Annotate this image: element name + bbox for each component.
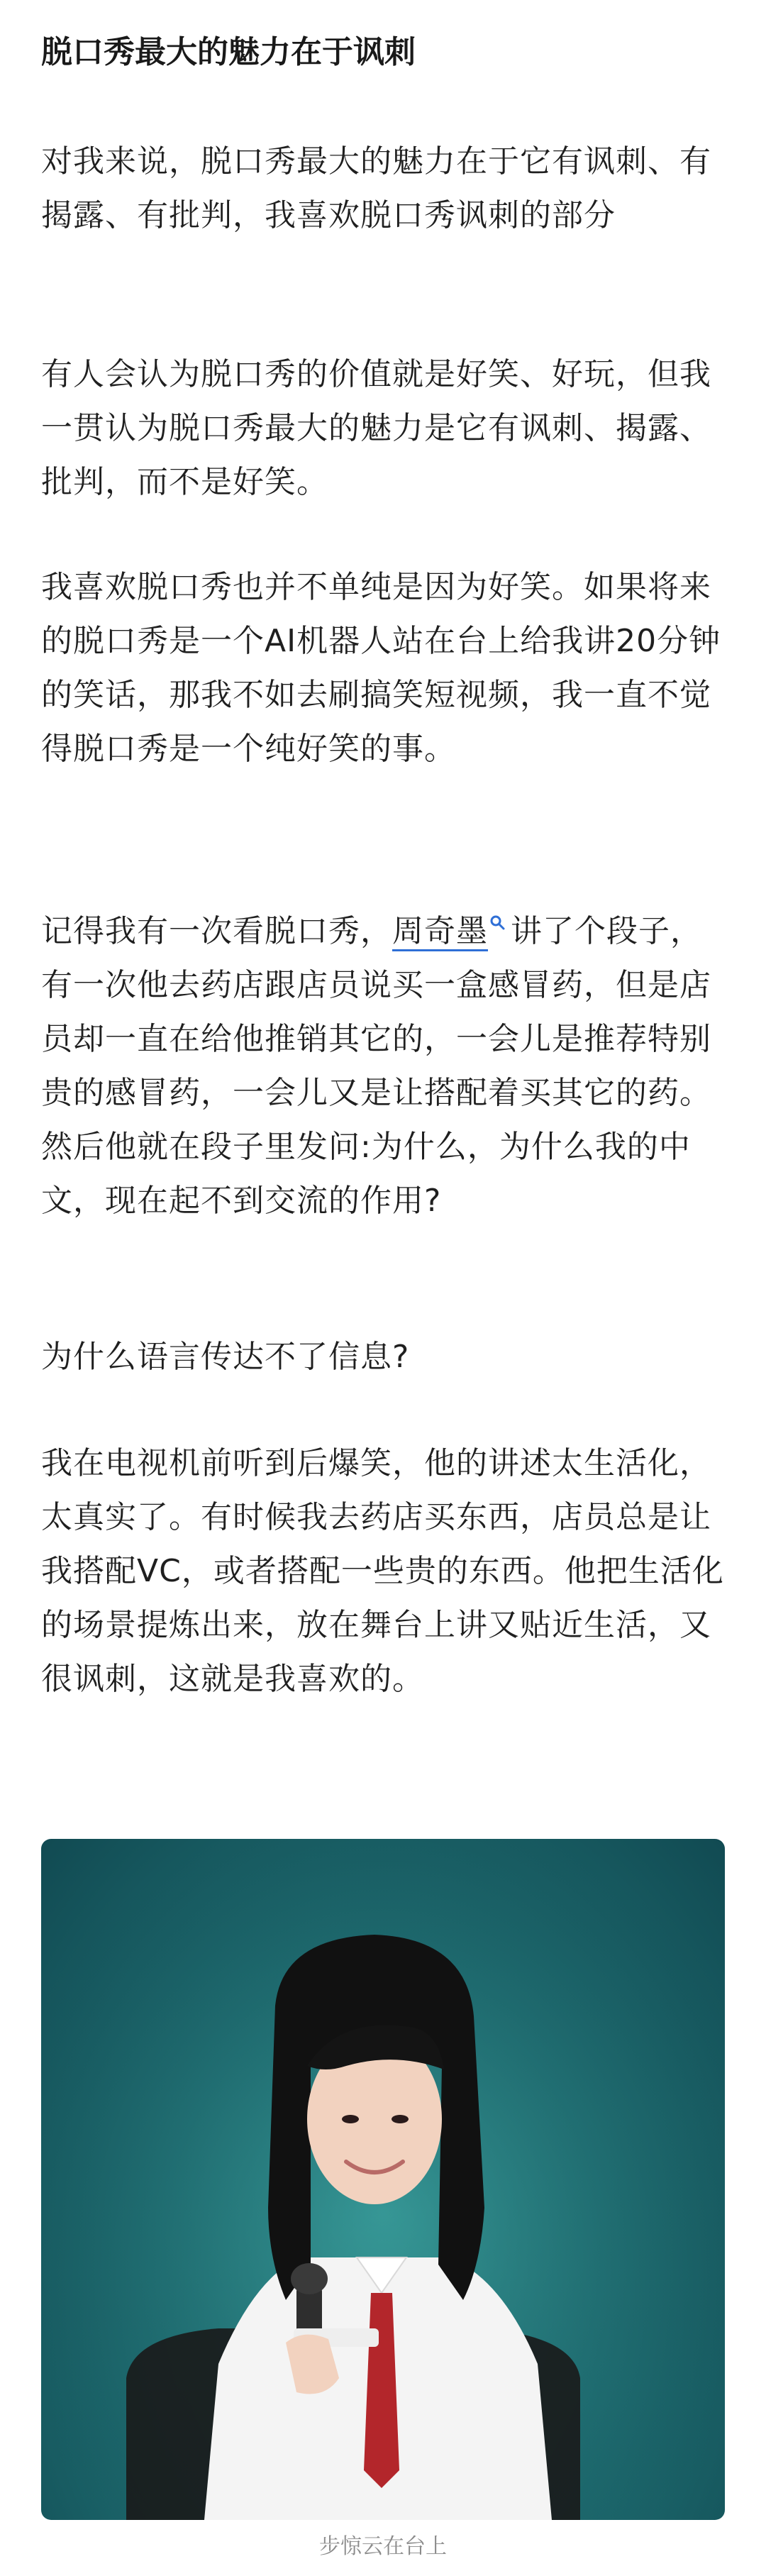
paragraph-6: 我在电视机前听到后爆笑，他的讲述太生活化，太真实了。有时候我去药店买东西，店员总是让我搭配VC，或者搭配一些贵的东西。他把生活化的场景提炼出来，放在舞台上讲又贴近生活，又很讽刺，这就是我喜欢的。 [41, 1445, 724, 1697]
person-link[interactable]: 周奇墨 [392, 913, 488, 951]
paragraph-2: 有人会认为脱口秀的价值就是好笑、好玩，但我一贯认为脱口秀最大的魅力是它有讽刺、揭露、批判，而不是好笑。 [41, 356, 711, 500]
stage-performer-illustration [41, 1839, 725, 2520]
paragraph-1: 对我来说，脱口秀最大的魅力在于它有讽刺、有揭露、有批判，我喜欢脱口秀讽刺的部分 [41, 143, 711, 233]
paragraph-3: 我喜欢脱口秀也并不单纯是因为好笑。如果将来的脱口秀是一个AI机器人站在台上给我讲20分钟的笑话，那我不如去刷搞笑短视频，我一直不觉得脱口秀是一个纯好笑的事。 [41, 569, 721, 767]
paragraph-5: 为什么语言传达不了信息? [41, 1339, 410, 1375]
search-icon[interactable] [489, 914, 505, 930]
paragraph-4-text-after: 讲了个段子，有一次他去药店跟店员说买一盒感冒药，但是店员却一直在给他推销其它的，一会儿是推荐特别贵的感冒药，一会儿又是让搭配着买其它的药。然后他就在段子里发问:为什么，为什么我的中文，现在起不到交流的作用? [41, 913, 711, 1219]
paragraph-4-text-before: 记得我有一次看脱口秀， [41, 913, 392, 949]
article-title: 脱口秀最大的魅力在于讽刺 [41, 34, 416, 70]
image-caption: 步惊云在台上 [319, 2534, 447, 2559]
paragraph-4 [41, 905, 725, 1228]
stage-photo[interactable] [41, 1839, 725, 2520]
